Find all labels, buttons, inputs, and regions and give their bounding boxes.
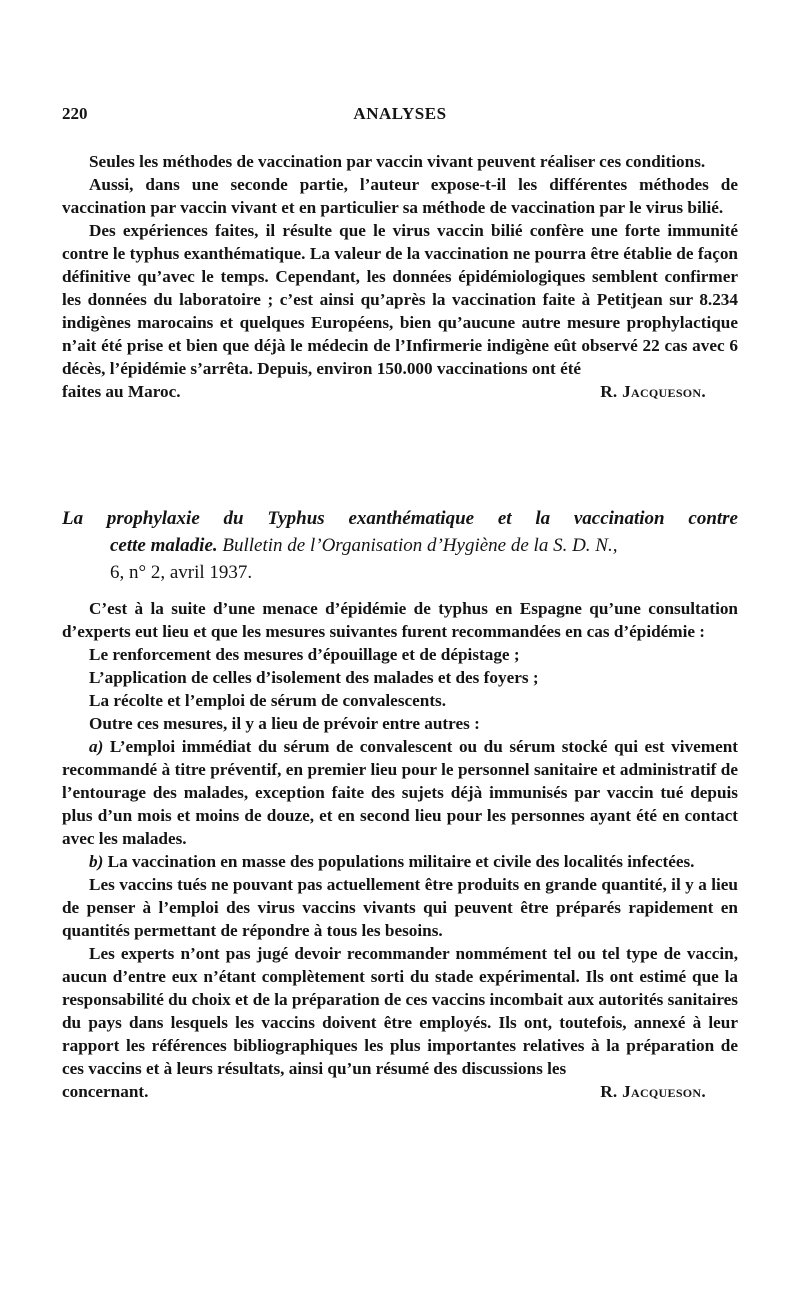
item-a-text: L’emploi immédiat du sérum de convalescent ou du sérum stocké qui est vivement recommandé à titre préventif, en premier lieu pour le personnel sanitaire et administratif de l’entourage des malades, exception faite des sujets déjà immunisés par vaccin tué depuis plus d’un mois et moins de douze, et en second lieu pour les personnes ayant été en contact avec les malades. [62, 737, 738, 848]
review-1-paragraph-1: Seules les méthodes de vaccination par vaccin vivant peuvent réaliser ces conditions. [89, 152, 706, 171]
review-1-signature: R. Jacqueson. [600, 382, 706, 401]
article-title-line-2 [62, 532, 738, 559]
review-1-paragraph-3: Des expériences faites, il résulte que le virus vaccin bilié confère une forte immunité contre le typhus exanthématique. La valeur de la vaccination ne pourra être établie de façon définitive qu’avec le temps. Cependant, les données épidémiologiques semblent confirmer les données du laboratoire ; c’est ainsi qu’après la vaccination faite à Petitjean sur 8.234 indigènes marocains et quelques Européens, bien qu’aucune autre mesure prophylactique n’ait été prise et bien que déjà le médecin de l’Infirmerie indigène eût observé 22 cas avec 6 décès, l’épidémie s’arrêta. Depuis, environ 150.000 vaccinations ont été [62, 221, 738, 378]
review-1-closing-line [62, 380, 738, 403]
review-2-paragraph-1: C’est à la suite d’une menace d’épidémie de typhus en Espagne qu’une consultation d’experts eut lieu et que les mesures suivantes furent recommandées en cas d’épidémie : [62, 599, 738, 641]
article-citation: 6, n° 2, avril 1937. [110, 562, 253, 583]
review-2-paragraph-2: Outre ces mesures, il y a lieu de prévoir entre autres : [89, 714, 480, 733]
item-b [62, 850, 738, 873]
item-a-label: a) [89, 737, 104, 756]
review-2-paragraph-4: Les experts n’ont pas jugé devoir recommander nommément tel ou tel type de vaccin, aucun d’entre eux n’étant complètement sorti du stade expérimental. Ils ont estimé que la responsabilité du choix et de la préparation de ces vaccins incombait aux autorités sanitaires du pays dans lesquels les vaccins doivent être employés. Ils ont, toutefois, annexé à leur rapport les références bibliographiques les plus importantes relatives à la préparation de ces vaccins et à leurs résultats, ainsi qu’un résumé des discussions les [62, 944, 738, 1078]
item-b-text: La vaccination en masse des populations militaire et civile des localités infectées. [103, 852, 695, 871]
measure-item-2: L’application de celles d’isolement des malades et des foyers ; [89, 668, 539, 687]
page-number: 220 [62, 104, 88, 123]
review-2 [62, 597, 738, 1103]
review-1 [62, 150, 738, 403]
article-source: Bulletin de l’Organisation d’Hygiène de la S. D. N., [217, 535, 618, 556]
item-a [62, 735, 738, 850]
review-1-paragraph-3-end: faites au Maroc. [62, 382, 181, 401]
review-2-paragraph-4-end: concernant. [62, 1082, 149, 1101]
article-title-end: cette maladie. [110, 535, 218, 556]
review-2-signature: R. Jacqueson. [600, 1082, 706, 1101]
measure-item-3: La récolte et l’emploi de sérum de convalescents. [89, 691, 447, 710]
article-title [62, 505, 738, 586]
measure-item-1: Le renforcement des mesures d’épouillage et de dépistage ; [89, 645, 520, 664]
review-1-paragraph-2: Aussi, dans une seconde partie, l’auteur expose-t-il les différentes méthodes de vaccination par vaccin vivant et en particulier sa méthode de vaccination par le virus bilié. [62, 175, 738, 217]
running-head [62, 104, 738, 128]
article-title-line-1: La prophylaxie du Typhus exanthématique et la vaccination contre [62, 508, 738, 529]
section-title: ANALYSES [353, 104, 447, 123]
review-2-paragraph-3: Les vaccins tués ne pouvant pas actuellement être produits en grande quantité, il y a lieu de penser à l’emploi des virus vaccins vivants qui peuvent être préparés rapidement en quantités permettant de répondre à tous les besoins. [62, 875, 738, 940]
item-b-label: b) [89, 852, 104, 871]
review-2-closing-line [62, 1080, 738, 1103]
